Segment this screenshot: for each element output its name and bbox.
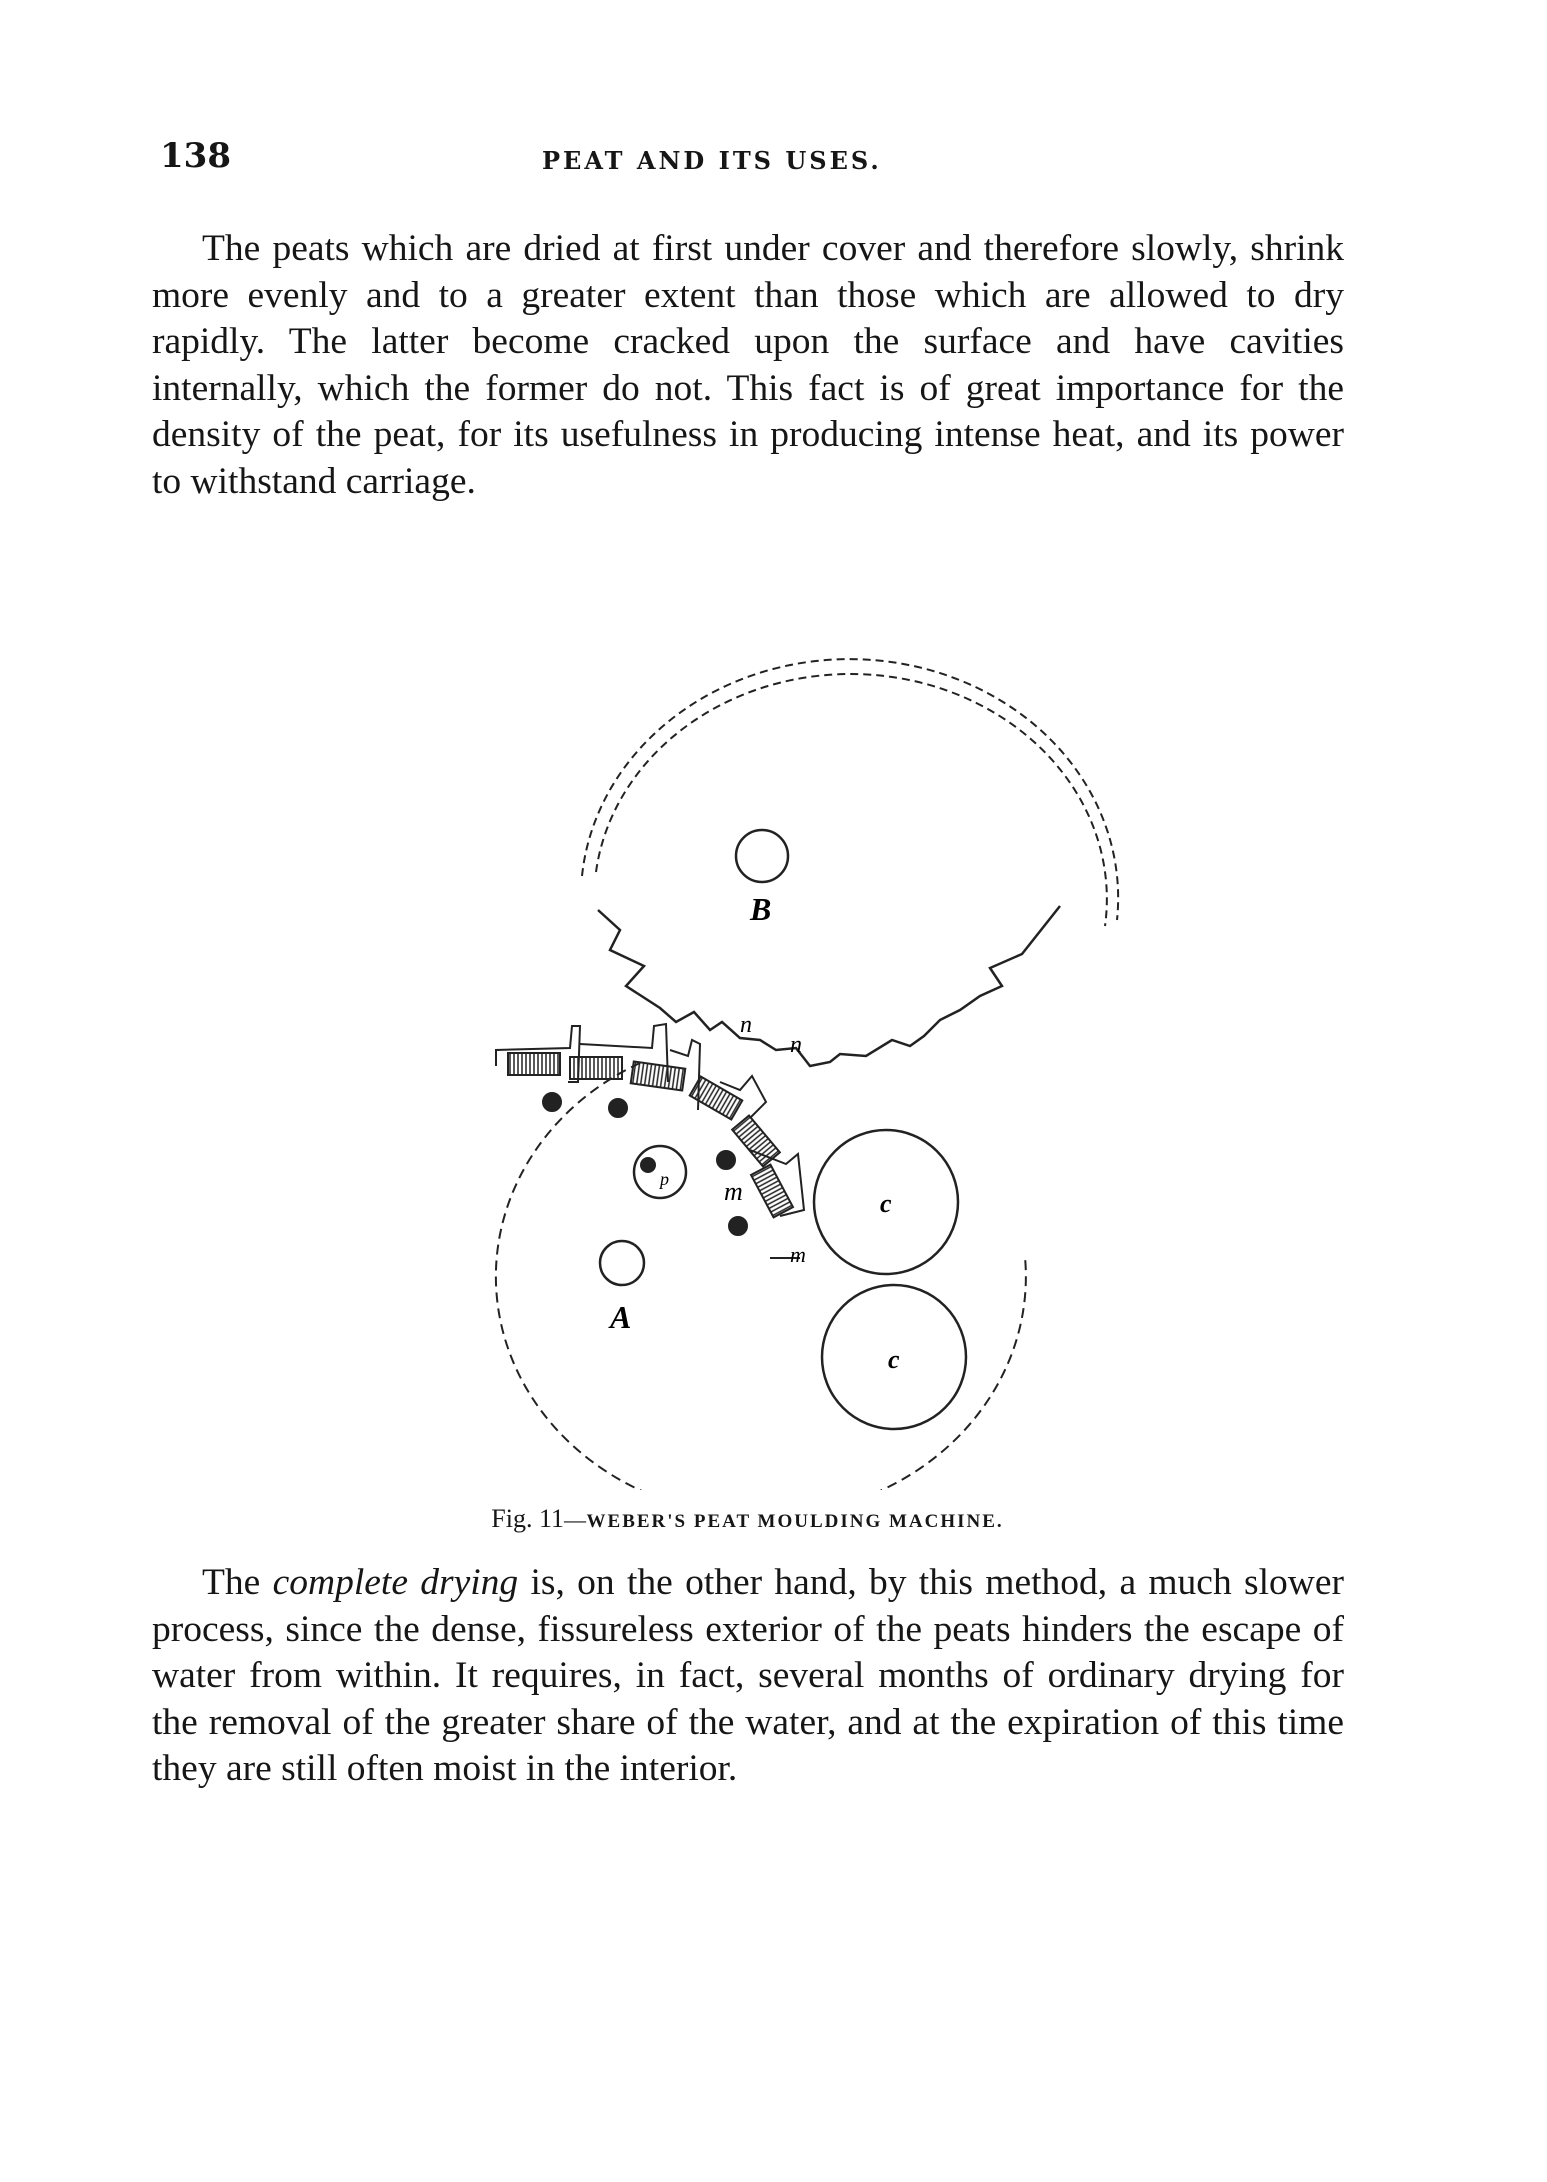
wheel-b-casing [582, 659, 1118, 920]
mould-m1-label: m [724, 1177, 743, 1206]
paragraph-1 [152, 226, 1344, 505]
caption-dash: — [564, 1507, 587, 1532]
tooth-n2-label: n [790, 1032, 802, 1058]
machine-diagram [320, 590, 1120, 1490]
figure-machine-diagram [320, 590, 1120, 1490]
wheel-a-hub [600, 1241, 644, 1285]
wheel-b-label: B [750, 891, 772, 927]
roller-c1-label: c [880, 1189, 892, 1218]
paragraph-2-rest: is, on the other hand, by this method, a much slower process, since the dense, fissureless exterior of the peats hinders the escape of water from within. It requires, in fact, several months of ordinary drying for the removal of the greater share of the water, and at the expiration of this time they are still often moist in the interior. [152, 1562, 1344, 1789]
roller-c2-label: c [888, 1345, 900, 1374]
paragraph-2-emphasis: complete drying [272, 1562, 519, 1603]
page-header [150, 136, 1345, 186]
figure-caption [150, 1504, 1345, 1534]
caption-title: WEBER'S PEAT MOULDING MACHINE. [586, 1511, 1004, 1532]
page-number: 138 [160, 136, 231, 176]
caption-fig-label: Fig. 11 [491, 1504, 565, 1533]
wheel-a-label: A [610, 1299, 632, 1335]
piston-p-label: p [660, 1169, 669, 1189]
wheel-a-outline [496, 1063, 1026, 1490]
running-title: PEAT AND ITS USES. [542, 146, 882, 175]
paragraph-2 [152, 1560, 1344, 1793]
wheel-b-casing-inner [596, 674, 1107, 926]
paragraph-1-text: The peats which are dried at first under cover and therefore slowly, shrink more evenly and to a greater extent than those which are allowed to dry rapidly. The latter become cracked upon the surface and have cavities internally, which the former do not. This fact is of great importance for the density of the peat, for its usefulness in producing intense heat, and its power to withstand carriage. [152, 228, 1344, 502]
tooth-n1-label: n [740, 1012, 752, 1038]
wheel-b-hub [736, 830, 788, 882]
mould-blocks [496, 1024, 804, 1258]
paragraph-2-prefix: The [202, 1562, 273, 1603]
mould-m2-label: m [790, 1242, 806, 1267]
